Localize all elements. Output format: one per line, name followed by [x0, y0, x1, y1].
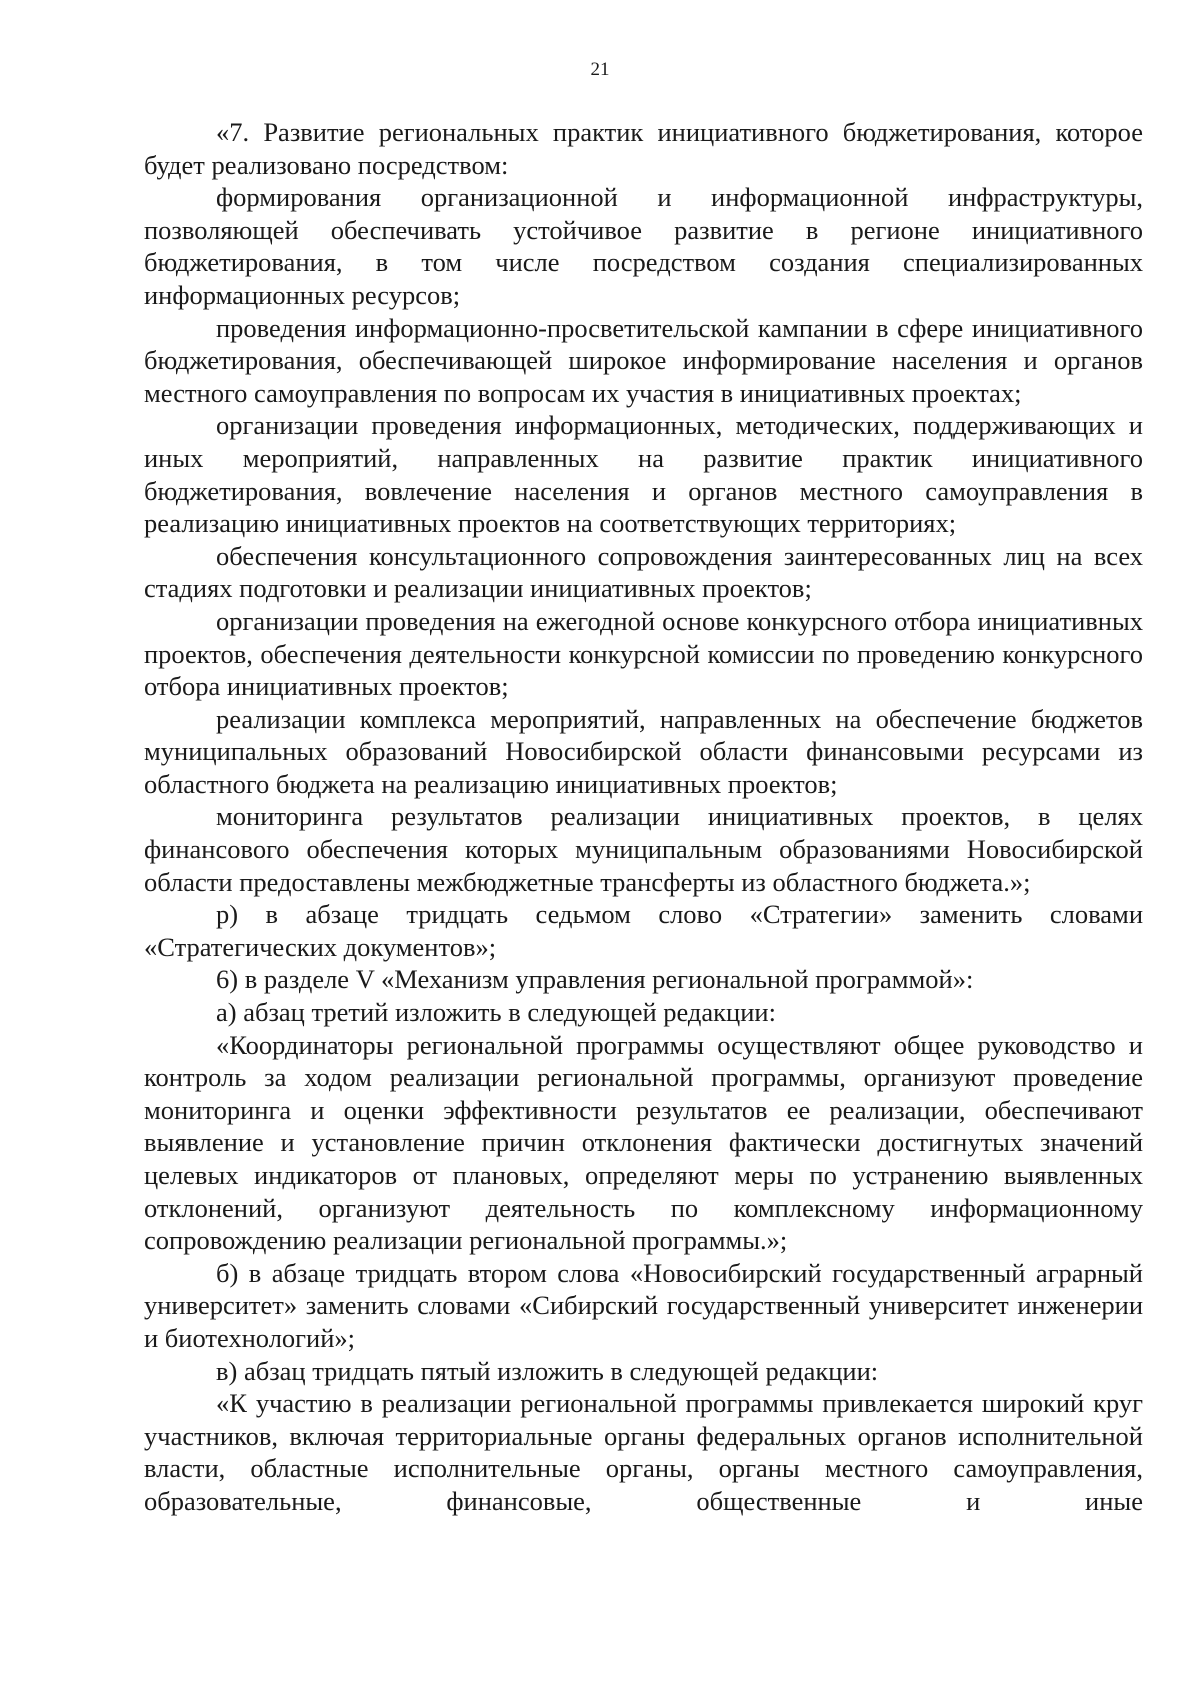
paragraph: организации проведения на ежегодной основе конкурсного отбора инициативных проектов, обеспечения деятельности конкурсной комиссии по проведению конкурсного отбора инициативных проектов;: [144, 605, 1143, 702]
paragraph: реализации комплекса мероприятий, направленных на обеспечение бюджетов муниципальных образований Новосибирской области финансовыми ресурсами из областного бюджета на реализацию инициативных проектов;: [144, 703, 1143, 799]
paragraph: 6) в разделе V «Механизм управления региональной программой»:: [216, 964, 974, 995]
paragraph: б) в абзаце тридцать втором слова «Новосибирский государственный аграрный университет» заменить словами «Сибирский государственный университет инженерии и биотехнологий»;: [144, 1257, 1143, 1353]
paragraph: обеспечения консультационного сопровождения заинтересованных лиц на всех стадиях подготовки и реализации инициативных проектов;: [144, 540, 1143, 604]
paragraph: р) в абзаце тридцать седьмом слово «Стратегии» заменить словами «Стратегических документов»;: [144, 899, 1143, 962]
paragraph: мониторинга результатов реализации инициативных проектов, в целях финансового обеспечения которых муниципальным образованиями Новосибирской области предоставлены межбюджетные трансферты из областного бюджета.»;: [144, 801, 1143, 897]
paragraph: организации проведения информационных, методических, поддерживающих и иных мероприятий, направленных на развитие практик инициативного бюджетирования, вовлечение населения и органов местного самоуправления в реализацию инициативных проектов на соответствующих территориях;: [144, 410, 1143, 539]
paragraph-continued: «К участию в реализации региональной программы привлекается широкий круг участников, включая территориальные органы федеральных органов исполнительной власти, областные исполнительные органы, органы местного самоуправления, образовательные, финансовые, общественные и иные: [144, 1388, 1143, 1516]
paragraph: а) абзац третий изложить в следующей редакции:: [216, 997, 776, 1028]
page-number: 21: [590, 59, 610, 80]
paragraph: формирования организационной и информационной инфраструктуры, позволяющей обеспечивать устойчивое развитие в регионе инициативного бюджетирования, в том числе посредством создания специализированных информационных ресурсов;: [144, 182, 1143, 310]
paragraph: «Координаторы региональной программы осуществляют общее руководство и контроль за ходом реализации региональной программы, организуют проведение мониторинга и оценки эффективности результатов ее реализации, обеспечивают выявление и установление причин отклонения фактически достигнутых значений целевых индикаторов от плановых, определяют меры по устранению выявленных отклонений, организуют деятельность по комплексному информационному сопровождению реализации региональной программы.»;: [144, 1029, 1143, 1256]
document-body: [144, 116, 1143, 1518]
paragraph: проведения информационно-просветительской кампании в сфере инициативного бюджетирования, обеспечивающей широкое информирование населения и органов местного самоуправления по вопросам их участия в инициативных проектах;: [144, 312, 1143, 408]
paragraph: «7. Развитие региональных практик инициативного бюджетирования, которое будет реализовано посредством:: [144, 117, 1143, 180]
paragraph: в) абзац тридцать пятый изложить в следующей редакции:: [216, 1355, 879, 1386]
